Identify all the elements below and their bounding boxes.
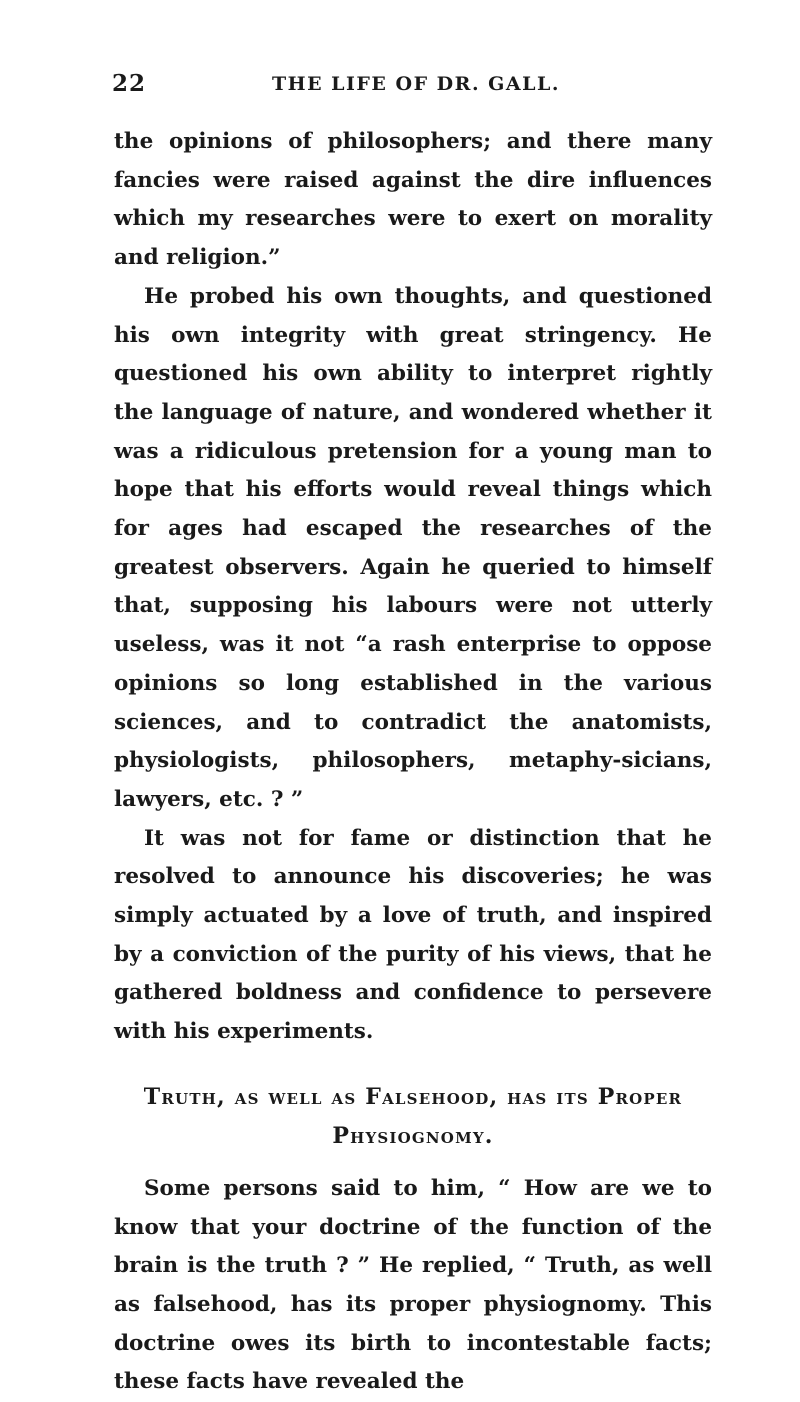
paragraph-fame: It was not for fame or distinction that he resolved to announce his discoveries; he was simply actuated by a love of truth, and inspired by a conviction of the purity of his views, that he gathered boldness and confidence to persevere with his experiments. <box>114 825 712 1045</box>
section-heading: Truth, as well as Falsehood, has its Proper Physiognomy. <box>143 1083 683 1149</box>
paragraph-some-persons: Some persons said to him, “ How are we to know that your doctrine of the function of the brain is the truth ? ” He replied, “ Truth, as well as falsehood, has its proper physiognomy. This doctrine owes its birth to incontestable facts; these facts have revealed the <box>114 1175 712 1395</box>
running-title: THE LIFE OF DR. GALL. <box>272 73 560 95</box>
body-text <box>114 123 712 1402</box>
paragraph-probed: He probed his own thoughts, and questioned his own integrity with great stringency. He questioned his own ability to interpret rightly the language of nature, and wondered whether it was a ridiculous pretension for a young man to hope that his efforts would reveal things which for ages had escaped the researches of the greatest observers. Again he queried to himself that, supposing his labours were not utterly useless, was it not “a rash enterprise to oppose opinions so long established in the various sciences, and to contradict the anatomists, physiologists, philosophers, metaphy-sicians, lawyers, etc. ? ” <box>114 283 712 812</box>
paragraph-continued: the opinions of philosophers; and there many fancies were raised against the dire influences which my researches were to exert on morality and religion.” <box>114 129 712 271</box>
page-header <box>112 70 712 104</box>
page-number: 22 <box>112 70 147 97</box>
